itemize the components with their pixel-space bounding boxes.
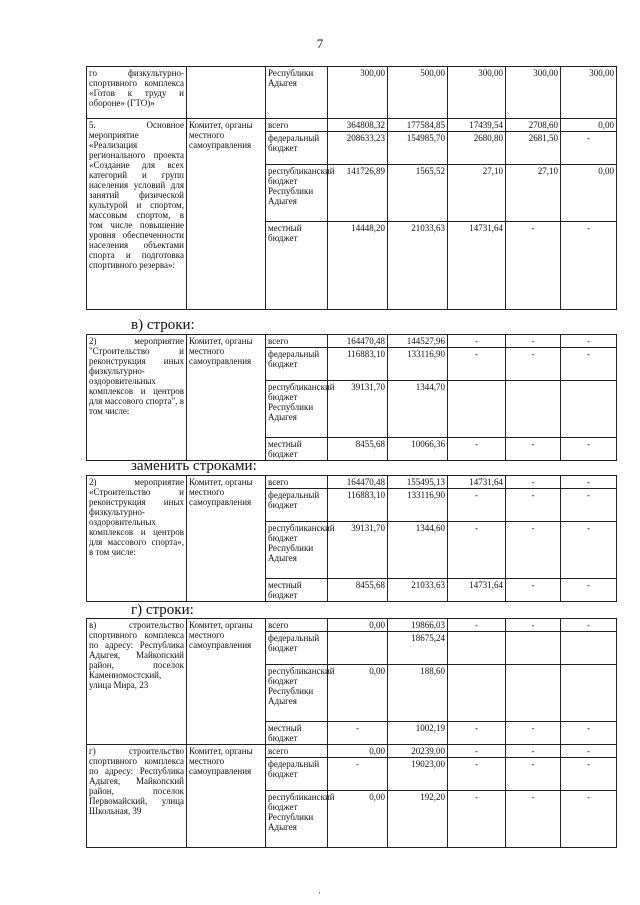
measure-description: в) строительство спортивного комплекса по адресу: Республика Адыгея, Майкопский район, поселок Каменномостский, улица Мира, 23 xyxy=(87,619,187,745)
table-row xyxy=(87,335,617,348)
amount-cell: 177584,85 xyxy=(388,119,448,132)
funding-source: местный бюджет xyxy=(266,438,328,461)
funding-source: республиканский бюджет Республики Адыгея xyxy=(266,665,328,722)
funding-source: республиканский бюджет Республики Адыгея xyxy=(266,522,328,579)
funding-source: местный бюджет xyxy=(266,722,328,745)
funding-source: федеральный бюджет xyxy=(266,758,328,791)
amount-cell xyxy=(561,381,617,438)
stray-mark: · xyxy=(318,888,321,898)
amount-cell: 14731,64 xyxy=(448,579,506,602)
amount-cell: - xyxy=(448,348,506,381)
amount-cell: - xyxy=(561,348,617,381)
amount-cell: 0,00 xyxy=(328,791,388,848)
amount-cell: 0,00 xyxy=(328,665,388,722)
amount-cell: - xyxy=(561,722,617,745)
budget-table xyxy=(86,618,617,848)
amount-cell: 21033,63 xyxy=(388,222,448,310)
amount-cell: - xyxy=(506,758,561,791)
table-row xyxy=(87,476,617,489)
page-number: 7 xyxy=(316,36,324,51)
executor-cell: Комитет, органы местного самоуправления xyxy=(187,476,266,602)
amount-cell: - xyxy=(561,132,617,165)
amount-cell: - xyxy=(448,438,506,461)
amount-cell: 188,60 xyxy=(388,665,448,722)
amount-cell: 300,00 xyxy=(506,67,561,119)
section-heading: г) строки: xyxy=(131,602,194,618)
amount-cell: 8455,68 xyxy=(328,579,388,602)
amount-cell: 116883,10 xyxy=(328,489,388,522)
amount-cell: 39131,70 xyxy=(328,522,388,579)
amount-cell: - xyxy=(561,489,617,522)
funding-source: всего xyxy=(266,335,328,348)
amount-cell: - xyxy=(506,745,561,758)
section-heading: заменить строками: xyxy=(131,458,257,474)
amount-cell: 300,00 xyxy=(328,67,388,119)
table-row xyxy=(87,119,617,132)
amount-cell: - xyxy=(506,722,561,745)
amount-cell: - xyxy=(561,222,617,310)
amount-cell xyxy=(448,632,506,665)
amount-cell xyxy=(561,632,617,665)
amount-cell: - xyxy=(506,791,561,848)
funding-source: федеральный бюджет xyxy=(266,132,328,165)
amount-cell: 0,00 xyxy=(328,619,388,632)
executor-cell xyxy=(187,67,266,119)
budget-table xyxy=(86,334,617,461)
amount-cell: - xyxy=(506,348,561,381)
amount-cell: - xyxy=(506,222,561,310)
amount-cell xyxy=(448,381,506,438)
amount-cell: 21033,63 xyxy=(388,579,448,602)
amount-cell: 1565,52 xyxy=(388,165,448,222)
amount-cell: - xyxy=(561,476,617,489)
funding-source: федеральный бюджет xyxy=(266,348,328,381)
amount-cell: - xyxy=(561,758,617,791)
amount-cell: - xyxy=(561,619,617,632)
amount-cell: 300,00 xyxy=(448,67,506,119)
executor-cell: Комитет, органы местного самоуправления xyxy=(187,119,266,310)
amount-cell xyxy=(506,381,561,438)
amount-cell: 164470,48 xyxy=(328,476,388,489)
amount-cell: 14731,64 xyxy=(448,476,506,489)
amount-cell: 0,00 xyxy=(328,745,388,758)
funding-source: местный бюджет xyxy=(266,222,328,310)
amount-cell: - xyxy=(328,722,388,745)
amount-cell: 155495,13 xyxy=(388,476,448,489)
executor-cell: Комитет, органы местного самоуправления xyxy=(187,619,266,745)
section-heading: в) строки: xyxy=(131,317,195,333)
amount-cell: 116883,10 xyxy=(328,348,388,381)
amount-cell: 133116,90 xyxy=(388,489,448,522)
amount-cell: 208633,23 xyxy=(328,132,388,165)
funding-source: Республики Адыгея xyxy=(266,67,328,119)
measure-description: 2) мероприятие "Строительство и реконструкция иных физкультурно-оздоровительных комплексов и центров для массового спорта", в том числе: xyxy=(87,335,187,461)
amount-cell: 1002,19 xyxy=(388,722,448,745)
amount-cell: 8455,68 xyxy=(328,438,388,461)
executor-cell: Комитет, органы местного самоуправления xyxy=(187,745,266,848)
amount-cell: 144527,96 xyxy=(388,335,448,348)
amount-cell: 19023,00 xyxy=(388,758,448,791)
amount-cell: 0,00 xyxy=(561,165,617,222)
amount-cell: - xyxy=(506,579,561,602)
amount-cell: - xyxy=(506,335,561,348)
amount-cell: 18675,24 xyxy=(388,632,448,665)
amount-cell: - xyxy=(506,522,561,579)
amount-cell: - xyxy=(561,438,617,461)
amount-cell: 14731,64 xyxy=(448,222,506,310)
amount-cell: - xyxy=(561,522,617,579)
budget-table xyxy=(86,475,617,602)
measure-description: г) строительство спортивного комплекса по адресу: Республика Адыгея, Майкопский район, поселок Первомайский, улица Школьная, 39 xyxy=(87,745,187,848)
measure-description: го физкультурно-спортивного комплекса «Готов к труду и обороне» (ГТО)» xyxy=(87,67,187,119)
amount-cell: 1344,70 xyxy=(388,381,448,438)
amount-cell: - xyxy=(506,476,561,489)
amount-cell: 1344,60 xyxy=(388,522,448,579)
amount-cell: 10066,36 xyxy=(388,438,448,461)
amount-cell xyxy=(448,665,506,722)
amount-cell xyxy=(506,632,561,665)
funding-source: федеральный бюджет xyxy=(266,632,328,665)
amount-cell: 2681,50 xyxy=(506,132,561,165)
funding-source: федеральный бюджет xyxy=(266,489,328,522)
amount-cell: - xyxy=(506,619,561,632)
amount-cell: - xyxy=(448,522,506,579)
amount-cell: 14448,20 xyxy=(328,222,388,310)
table-row xyxy=(87,619,617,632)
amount-cell: 2708,60 xyxy=(506,119,561,132)
amount-cell xyxy=(506,665,561,722)
amount-cell: 17439,54 xyxy=(448,119,506,132)
amount-cell: 300,00 xyxy=(561,67,617,119)
amount-cell: 364808,32 xyxy=(328,119,388,132)
amount-cell: - xyxy=(328,758,388,791)
funding-source: республиканский бюджет Республики Адыгея xyxy=(266,381,328,438)
amount-cell: 500,00 xyxy=(388,67,448,119)
table-row xyxy=(87,67,617,119)
amount-cell: 192,20 xyxy=(388,791,448,848)
amount-cell: - xyxy=(448,489,506,522)
funding-source: местный бюджет xyxy=(266,579,328,602)
amount-cell: 2680,80 xyxy=(448,132,506,165)
amount-cell: - xyxy=(506,489,561,522)
amount-cell: 154985,70 xyxy=(388,132,448,165)
amount-cell: - xyxy=(506,438,561,461)
amount-cell xyxy=(561,665,617,722)
amount-cell: 141726,89 xyxy=(328,165,388,222)
amount-cell: - xyxy=(448,619,506,632)
funding-source: республиканский бюджет Республики Адыгея xyxy=(266,791,328,848)
budget-table xyxy=(86,66,617,310)
funding-source: всего xyxy=(266,119,328,132)
amount-cell: 27,10 xyxy=(506,165,561,222)
amount-cell: - xyxy=(561,579,617,602)
measure-description: 2) мероприятие «Строительство и реконструкция иных физкультурно-оздоровительных комплексов и центров для массового спорта», в том числе: xyxy=(87,476,187,602)
amount-cell: - xyxy=(448,335,506,348)
amount-cell: - xyxy=(561,791,617,848)
measure-description: 5. Основное мероприятие «Реализация регионального проекта «Создание для всех категорий и групп населения условий для занятий физической культурой и спортом, массовым спортом, в том числе повышение уровня обеспеченности населения объектами спорта и подготовка спортивного резерва»: xyxy=(87,119,187,310)
amount-cell: - xyxy=(448,758,506,791)
executor-cell: Комитет, органы местного самоуправления xyxy=(187,335,266,461)
amount-cell: - xyxy=(561,335,617,348)
amount-cell: - xyxy=(448,722,506,745)
amount-cell xyxy=(328,632,388,665)
amount-cell: 164470,48 xyxy=(328,335,388,348)
funding-source: всего xyxy=(266,619,328,632)
funding-source: республиканский бюджет Республики Адыгея xyxy=(266,165,328,222)
amount-cell: 39131,70 xyxy=(328,381,388,438)
amount-cell: 0,00 xyxy=(561,119,617,132)
amount-cell: - xyxy=(448,745,506,758)
amount-cell: 27,10 xyxy=(448,165,506,222)
funding-source: всего xyxy=(266,745,328,758)
funding-source: всего xyxy=(266,476,328,489)
amount-cell: 19866,03 xyxy=(388,619,448,632)
amount-cell: 20239,00 xyxy=(388,745,448,758)
table-row xyxy=(87,745,617,758)
amount-cell: 133116,90 xyxy=(388,348,448,381)
amount-cell: - xyxy=(561,745,617,758)
amount-cell: - xyxy=(448,791,506,848)
